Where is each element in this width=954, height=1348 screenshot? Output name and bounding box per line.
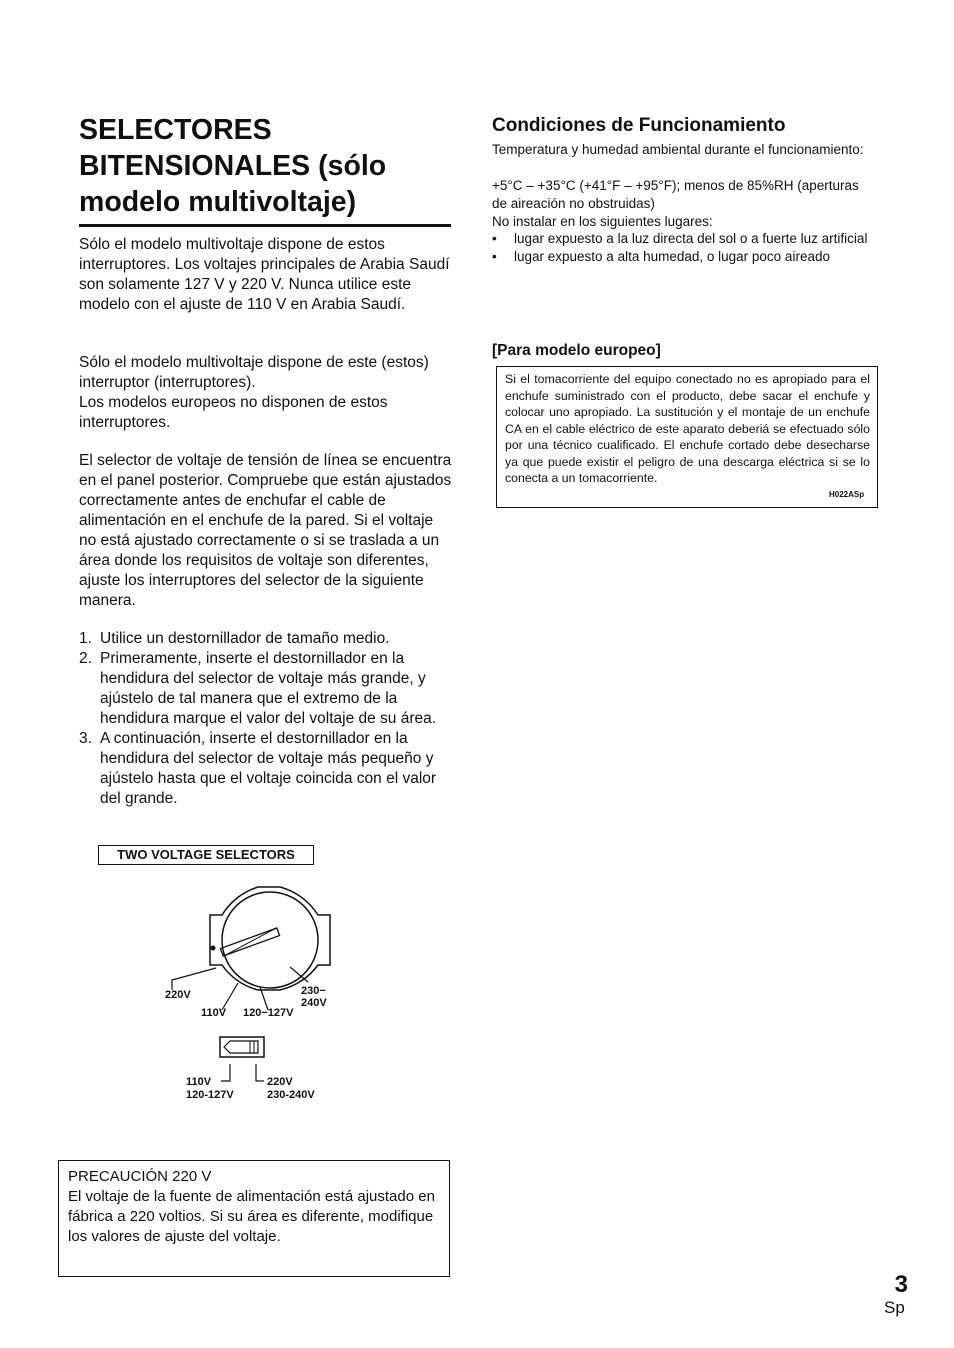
conditions-list	[492, 230, 872, 266]
pointer-line-230	[290, 967, 308, 982]
caution-content	[68, 1167, 440, 1247]
title-underline	[79, 224, 451, 227]
selector-description: El selector de voltaje de tensión de línea se encuentra en el panel posterior. Compruebe que están ajustados correctamente antes de enchufar el cable de alimentación en el enchufe de la pared. Si el voltaje no está ajustado correctamente o si se traslada a un área donde los requisitos de voltaje son diferentes, ajuste los interruptores del selector de la siguiente manera.	[79, 452, 452, 609]
small-label-220v: 220V	[267, 1076, 293, 1088]
conditions-avoid: No instalar en los siguientes lugares:	[492, 214, 713, 229]
list-item-text: lugar expuesto a alta humedad, o lugar poco aireado	[514, 249, 830, 264]
multivoltage-note-line2: Los modelos europeos no disponen de estos interruptores.	[79, 394, 388, 431]
list-item-text: lugar expuesto a la luz directa del sol o a fuerte luz artificial	[514, 231, 868, 246]
label-230: 230−	[301, 985, 326, 997]
title-sub: (sólo modelo multivoltaje)	[79, 150, 387, 218]
step-number: 2.	[79, 650, 92, 667]
page-number: 3	[894, 1271, 908, 1298]
step-text: A continuación, inserte el destornillador en la hendidura del selector de voltaje más pequeño y ajústelo hasta que el voltaje coincida con el valor del grande.	[100, 730, 437, 807]
multivoltage-note-line1: Sólo el modelo multivoltaje dispone de este (estos) interruptor (interruptores).	[79, 354, 429, 391]
euro-model-title: [Para modelo europeo]	[492, 342, 661, 359]
conditions-title: Condiciones de Funcionamiento	[492, 115, 786, 136]
intro-paragraph: Sólo el modelo multivoltaje dispone de estos interruptores. Los voltajes principales de Arabia Saudí son solamente 127 V y 220 V. Nunca utilice este modelo con el ajuste de 110 V en Arabia Saudí.	[79, 236, 450, 313]
conditions-intro: Temperatura y humedad ambiental durante el funcionamiento:	[492, 142, 864, 157]
pointer-line-small-110	[221, 1064, 230, 1081]
large-selector-dial	[222, 892, 318, 988]
label-240v: 240V	[301, 997, 327, 1009]
list-item	[492, 230, 872, 248]
step-text: Primeramente, inserte el destornillador en la hendidura del selector de voltaje más grande, y ajústelo de tal manera que el extremo de la hendidura marque el valor del voltaje de su área.	[100, 650, 437, 727]
euro-notice-code: H022ASp	[829, 490, 865, 499]
small-label-230-240v: 230-240V	[267, 1089, 315, 1101]
pointer-line-small-220	[256, 1064, 264, 1081]
label-120-127v: 120−127V	[243, 1007, 294, 1019]
euro-notice-text: Si el tomacorriente del equipo conectado no es apropiado para el enchufe suministrado con el producto, debe sacar el enchufe y colocar uno apropiado. La sustitución y el montaje de un enchufe CA en el cable eléctrico de este aparato deberiá se efectuado sólo por una técnico cualificado. El enchufe cortado debe desecharse ya que puede existir el peligro de una descarga eléctrica si se lo conecta a un tomacorriente.	[505, 372, 870, 485]
multivoltage-note	[79, 353, 454, 433]
small-selector-outline	[220, 1037, 264, 1057]
bullet: •	[492, 231, 497, 246]
steps-list	[79, 629, 454, 809]
list-item	[79, 649, 454, 729]
pointer-line-220	[172, 968, 216, 990]
diagram-label: TWO VOLTAGE SELECTORS	[98, 845, 314, 865]
list-item	[79, 729, 454, 809]
large-selector-slot	[220, 928, 279, 956]
selector-indicator-dot	[211, 946, 216, 951]
voltage-selector-diagram	[150, 870, 370, 1120]
conditions-range: +5°C – +35°C (+41°F – +95°F); menos de 85%RH (aperturas de aireación no obstruidas)	[492, 178, 859, 211]
bullet: •	[492, 249, 497, 264]
label-220v: 220V	[165, 989, 191, 1001]
label-110v: 110V	[201, 1007, 227, 1019]
page-language: Sp	[884, 1298, 905, 1317]
small-selector-slider	[224, 1041, 258, 1053]
step-number: 3.	[79, 730, 92, 747]
caution-title: PRECAUCIÓN 220 V	[68, 1168, 212, 1185]
caution-body: El voltaje de la fuente de alimentación está ajustado en fábrica a 220 voltios. Si su área es diferente, modifique los valores de ajuste del voltaje.	[68, 1188, 435, 1245]
section-title	[79, 112, 454, 220]
pointer-line-110	[222, 983, 238, 1010]
small-label-110v: 110V	[186, 1076, 212, 1088]
step-number: 1.	[79, 630, 92, 647]
list-item	[492, 248, 872, 266]
small-label-120-127v: 120-127V	[186, 1089, 234, 1101]
title-main: SELECTORES BITENSIONALES	[79, 114, 319, 182]
step-text: Utilice un destornillador de tamaño medio.	[100, 630, 390, 647]
list-item	[79, 629, 454, 649]
